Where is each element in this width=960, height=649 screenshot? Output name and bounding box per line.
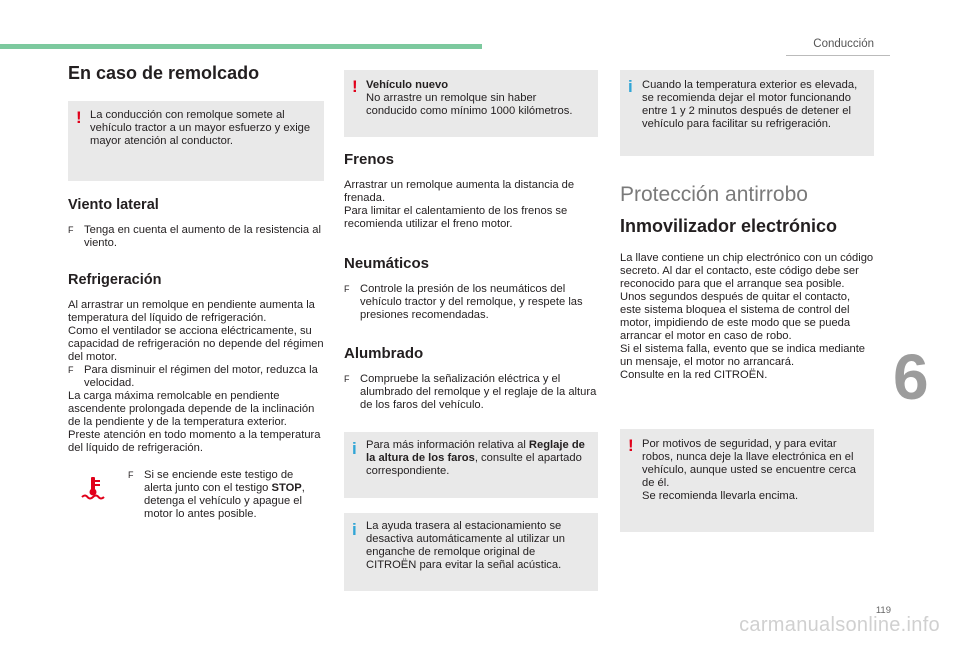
info-cooling-text: Cuando la temperatura exterior es elevada, se recomienda dejar el motor funcionando entre 1 y 2 minutos después de detener el vehículo para facilitar su refrigeración. — [642, 79, 858, 130]
immobiliser-heading: Inmovilizador electrónico — [620, 216, 838, 236]
page-title: En caso de remolcado — [68, 63, 260, 83]
info-icon: i — [628, 77, 633, 96]
info-icon: i — [352, 520, 357, 539]
lighting-heading: Alumbrado — [344, 345, 424, 362]
bullet-icon: F — [128, 470, 134, 480]
warning-icon: ! — [76, 108, 82, 127]
chapter-number: 6 — [893, 341, 929, 413]
section-underline — [786, 55, 890, 56]
new-vehicle-text: No arrastre un remolque sin haber conducido como mínimo 1000 kilómetros. — [366, 92, 573, 117]
tyres-bullet: F Controle la presión de los neumáticos del vehículo tractor y del remolque, y respete las presiones recomendadas. — [344, 283, 583, 321]
column-2 — [344, 70, 598, 591]
page-number: 119 — [875, 605, 891, 616]
cooling-heading: Refrigeración — [68, 272, 162, 288]
info-parking-text: La ayuda trasera al estacionamiento se desactiva automáticamente al utilizar un enganche de remolque original de CITROËN para evitar la señal acústica. — [366, 520, 565, 571]
watermark: carmanualsonline.info — [739, 614, 940, 636]
info-box-headlamp — [344, 432, 598, 498]
warning-box-new-vehicle — [344, 70, 598, 137]
bullet-icon: F — [344, 284, 350, 294]
wind-heading: Viento lateral — [68, 197, 159, 213]
warning-box-towing — [68, 101, 324, 181]
brakes-heading: Frenos — [344, 151, 395, 168]
immobiliser-text: La llave contiene un chip electrónico con un código secreto. Al dar el contacto, este código debe ser reconocido para que el arranque sea posible. Unos segundos después de quitar el contacto, este sistema bloquea el sistema de control del motor, impidiendo de este modo que se pueda arrancar el motor en caso de robo. Si el sistema falla, evento que se indica mediante un mensaje, el motor no arrancará. Consulte en la red CITROËN. — [620, 252, 874, 381]
info-box-cooling — [620, 70, 874, 156]
bullet-icon: F — [344, 374, 350, 384]
top-accent-bar — [0, 44, 482, 49]
column-3 — [620, 70, 874, 532]
lighting-bullet: F Compruebe la señalización eléctrica y el alumbrado del remolque y el reglaje de la altura de los faros del vehículo. — [344, 373, 597, 411]
info-headlamp-text: Para más información relativa al Reglaje de la altura de los faros, consulte el apartado correspondiente. — [366, 439, 585, 477]
tyres-heading: Neumáticos — [344, 255, 430, 272]
antitheft-heading: Protección antirrobo — [620, 183, 808, 206]
bullet-icon: F — [68, 365, 74, 375]
warning-icon: ! — [352, 77, 358, 96]
section-title: Conducción — [813, 38, 874, 50]
bullet-icon: F — [68, 225, 74, 235]
wind-bullet: F Tenga en cuenta el aumento de la resistencia al viento. — [68, 224, 321, 249]
info-box-parking-sensors — [344, 513, 598, 591]
cooling-text: Al arrastrar un remolque en pendiente aumenta la temperatura del líquido de refrigeración. Como el ventilador se acciona eléctricamente, su capacidad de refrigeración no depende del régimen del motor. F Para disminuir el régimen del motor, reduzca la velocidad. La carga máxima remolcable en pendiente ascendente prolongada depende de la inclinación de la pendiente y de la temperatura exterior. Preste atención en todo momento a la temperatura del líquido de refrigeración. — [68, 299, 324, 454]
warning-text: La conducción con remolque somete al vehículo tractor a un mayor esfuerzo y exige mayor atención al conductor. — [90, 109, 311, 147]
warning-box-key — [620, 429, 874, 532]
warning-light-note — [68, 469, 324, 521]
warning-icon: ! — [628, 436, 634, 455]
warning-light-text: F Si se enciende este testigo de alerta junto con el testigo STOP, detenga el vehículo y apague el motor lo antes posible. — [128, 469, 305, 520]
brakes-text: Arrastrar un remolque aumenta la distancia de frenada. Para limitar el calentamiento de los frenos se recomienda utilizar el freno motor. — [344, 179, 575, 230]
new-vehicle-title: Vehículo nuevo — [366, 79, 449, 91]
warning-key-text: Por motivos de seguridad, y para evitar robos, nunca deje la llave electrónica en el vehículo, aunque usted se encuentre cerca de él. — [642, 438, 856, 489]
cooling-bullet: F Para disminuir el régimen del motor, reduzca la velocidad. — [68, 364, 318, 389]
warning-key-text-2: Se recomienda llevarla encima. — [642, 490, 799, 502]
info-icon: i — [352, 439, 357, 458]
column-1 — [68, 62, 324, 521]
coolant-temperature-icon — [80, 475, 128, 505]
